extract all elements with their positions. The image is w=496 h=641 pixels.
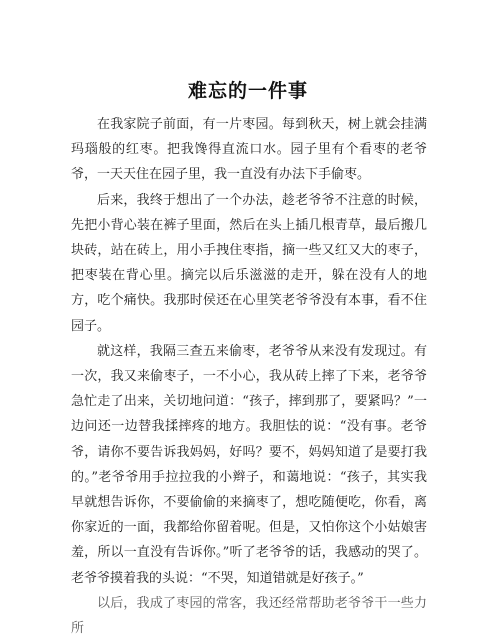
paragraph: 在我家院子前面，有一片枣园。每到秋天，树上就会挂满玛瑙般的红枣。把我馋得直流口水。园子里有个看枣的老爷爷，一天天住在园子里，我一直没有办法下手偷枣。 bbox=[71, 117, 427, 183]
document-title: 难忘的一件事 bbox=[187, 80, 308, 102]
paragraph: 后来，我终于想出了一个办法，趁老爷爷不注意的时候，先把小背心装在裤子里面，然后在头上插几根青草，最后搬几块砖，站在砖上，用小手拽住枣指，摘一些又红又大的枣子，把枣装在背心里。摘完以后乐滋滋的走开，躲在没有人的地方，吃个痛快。我那时侯还在心里笑老爷爷没有本事，看不住园子。 bbox=[71, 192, 427, 334]
document-body bbox=[71, 112, 427, 641]
paragraph: 以后，我成了枣园的常客，我还经常帮助老爷爷干一些力所 bbox=[71, 595, 427, 637]
paragraph: 就这样，我隔三查五来偷枣，老爷爷从来没有发现过。有一次，我又来偷枣子，一不小心，我从砖上摔了下来，老爷爷急忙走了出来，关切地问道：“孩子，摔到那了，要紧吗？”一边问还一边替我揉摔疼的地方。我胆怯的说：“没有事。老爷爷，请你不要告诉我妈妈，好吗？要不，妈妈知道了是要打我的。”老爷爷用手拉拉我的小辫子，和蔼地说：“孩子，其实我早就想告诉你，不要偷偷的来摘枣了，想吃随便吃，你看，离你家近的一面，我都给你留着呢。但是，又怕你这个小姑娘害羞，所以一直没有告诉你。”听了老爷爷的话，我感动的哭了。老爷爷摸着我的头说：“不哭，知道错就是好孩子。” bbox=[71, 343, 427, 586]
